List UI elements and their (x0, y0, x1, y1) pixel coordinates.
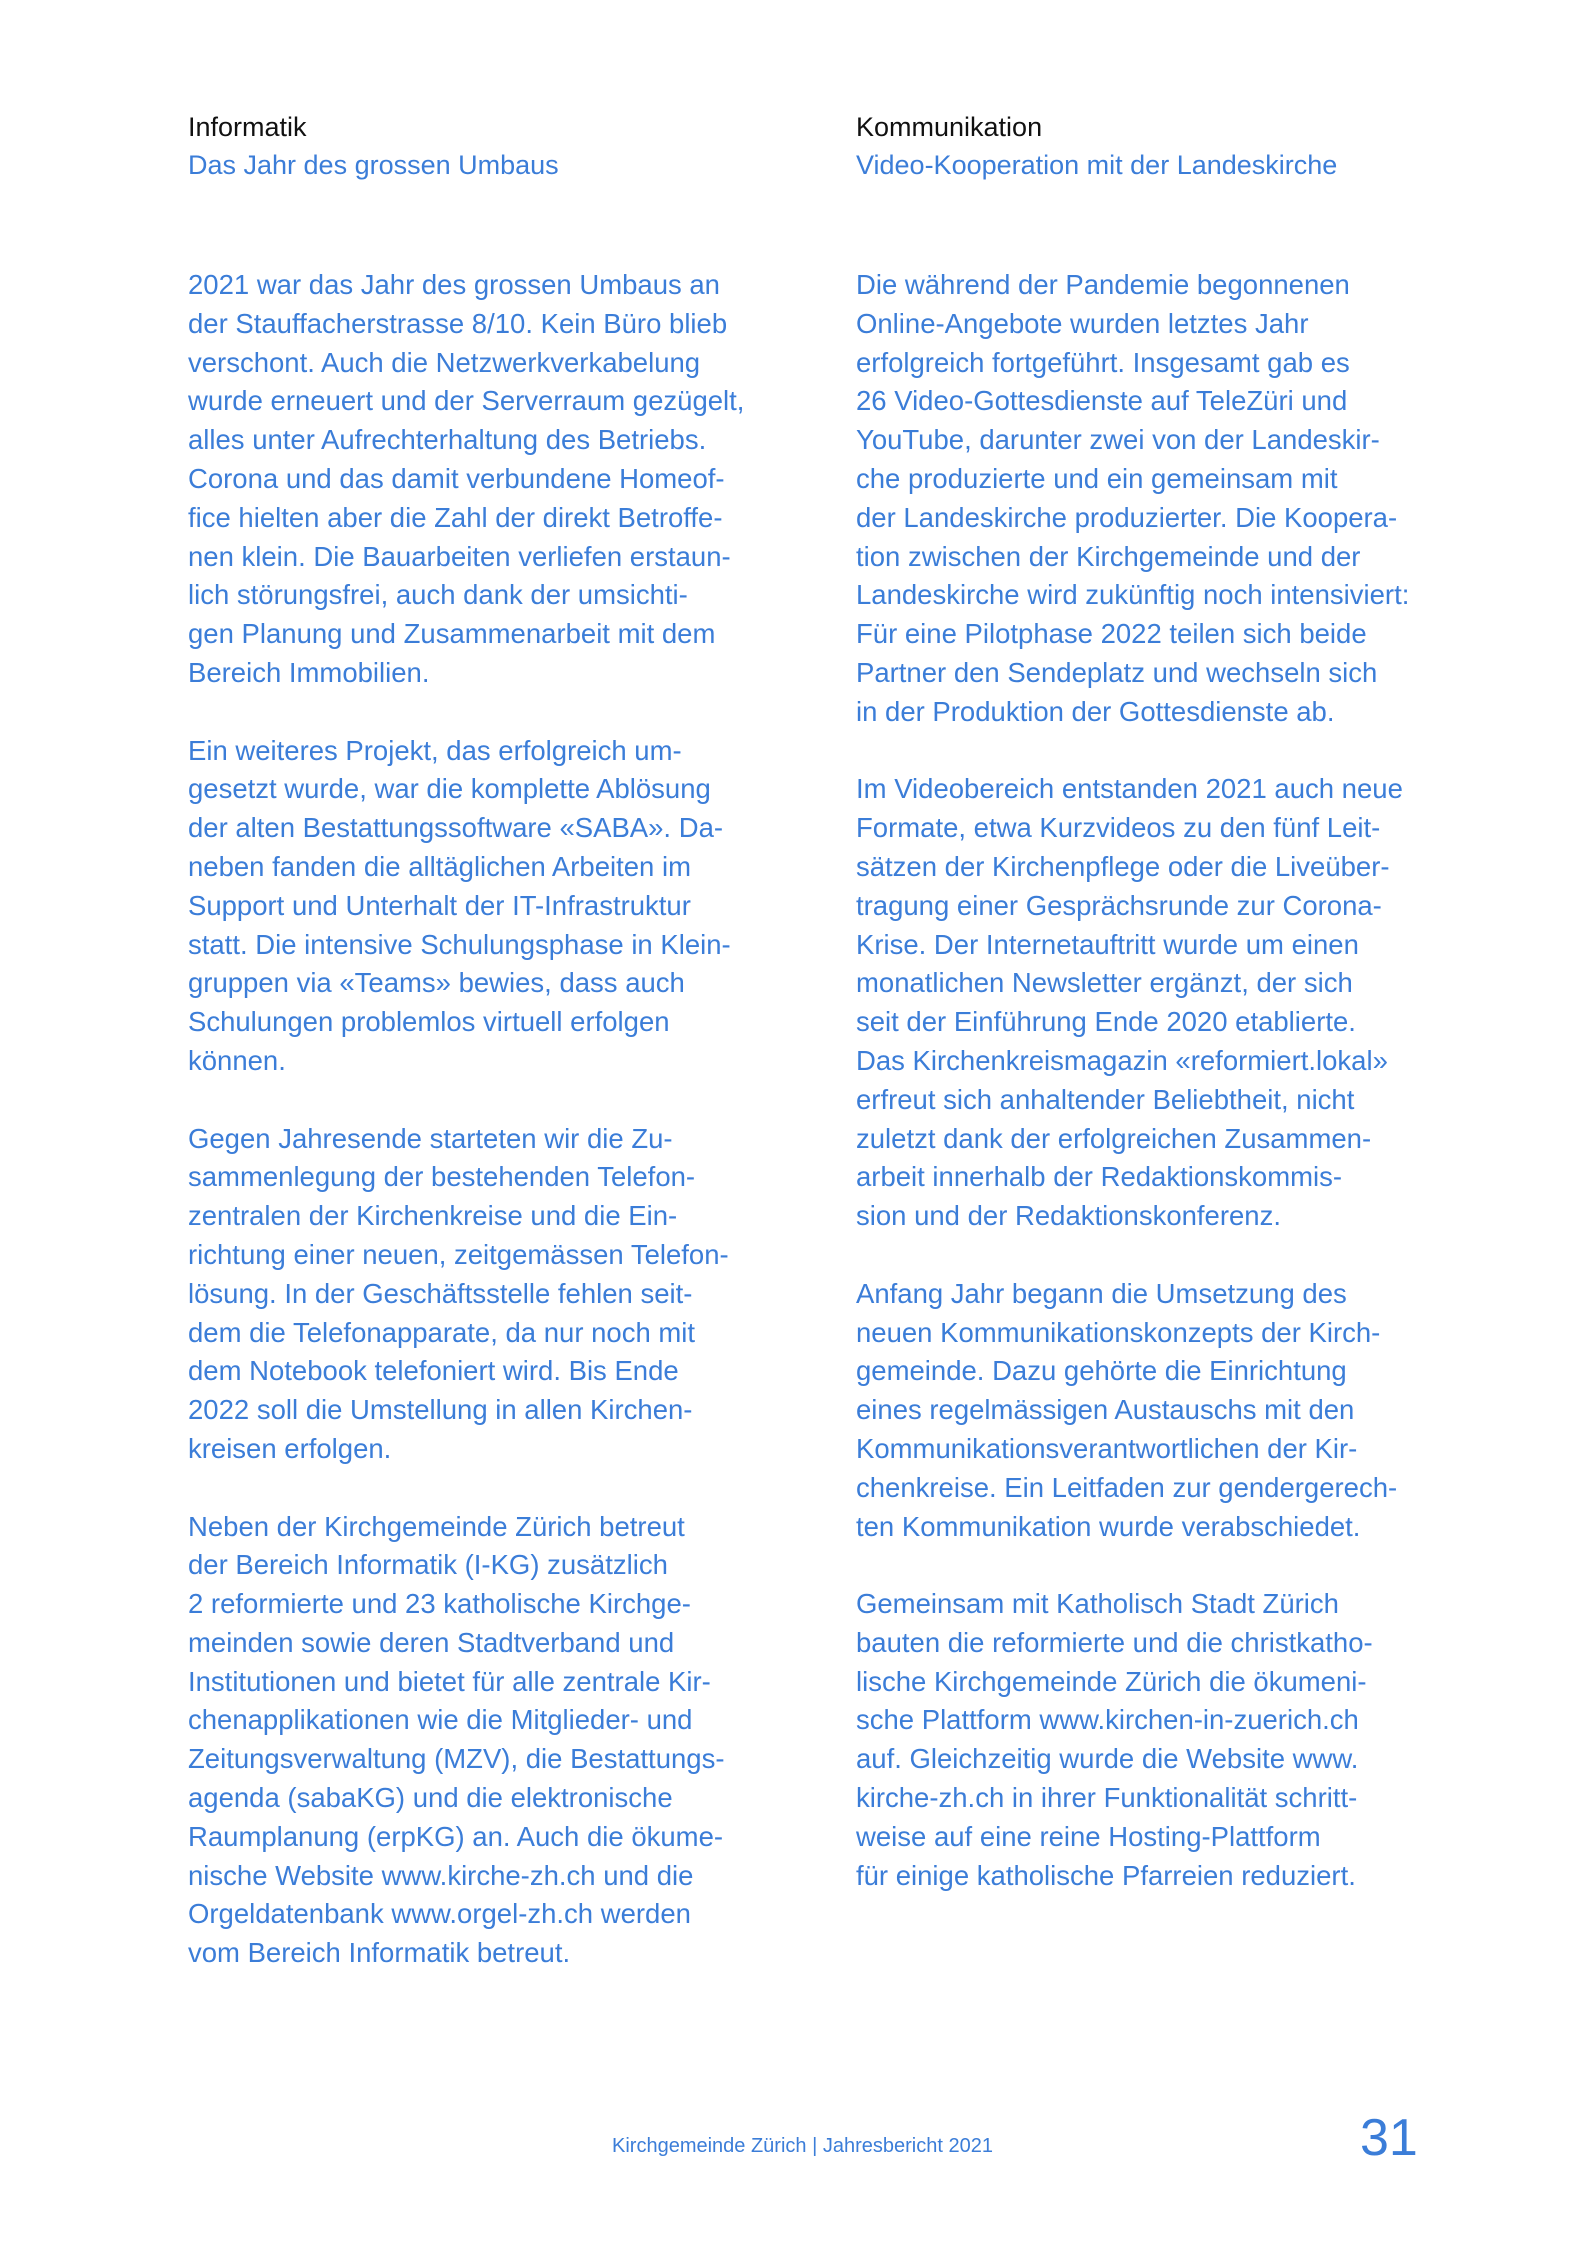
text-line: ten Kommunikation wurde verabschiedet. (856, 1510, 1361, 1542)
text-line: Partner den Sendeplatz und wechseln sich (856, 656, 1378, 688)
text-line: sion und der Redaktionskonferenz. (856, 1200, 1281, 1232)
text-line: auf. Gleichzeitig wurde die Website www. (856, 1743, 1359, 1775)
text-line: kreisen erfolgen. (188, 1432, 392, 1464)
text-line: Raumplanung (erpKG) an. Auch die ökume- (188, 1820, 724, 1852)
text-line: neuen Kommunikationskonzepts der Kirch- (856, 1316, 1381, 1348)
text-line: erfreut sich anhaltender Beliebtheit, nicht (856, 1083, 1355, 1115)
text-line: Zeitungsverwaltung (MZV), die Bestattungs- (188, 1743, 725, 1775)
informatik-column (188, 108, 828, 2012)
text-line: der Bereich Informatik (I-KG) zusätzlich (188, 1549, 668, 1581)
text-line: lich störungsfrei, auch dank der umsichti- (188, 579, 688, 611)
text-line: monatlichen Newsletter ergänzt, der sich (856, 967, 1353, 999)
text-line: Landeskirche wird zukünftig noch intensiviert: (856, 579, 1410, 611)
text-line: fice hielten aber die Zahl der direkt Betroffe- (188, 501, 723, 533)
text-line: Orgeldatenbank www.orgel-zh.ch werden (188, 1898, 691, 1930)
text-line: Kommunikationsverantwortlichen der Kir- (856, 1432, 1358, 1464)
section-subtitle: Das Jahr des grossen Umbaus (188, 150, 559, 180)
text-line: Online-Angebote wurden letztes Jahr (856, 307, 1309, 339)
paragraph (188, 266, 828, 693)
kommunikation-column (856, 108, 1506, 1934)
text-line: vom Bereich Informatik betreut. (188, 1937, 571, 1969)
paragraph (188, 1120, 828, 1469)
text-line: sätzen der Kirchenpflege oder die Liveüber- (856, 850, 1390, 882)
text-line: agenda (sabaKG) und die elektronische (188, 1782, 673, 1814)
text-line: neben fanden die alltäglichen Arbeiten im (188, 850, 692, 882)
text-line: der Stauffacherstrasse 8/10. Kein Büro blieb (188, 307, 728, 339)
paragraph (188, 732, 828, 1081)
text-line: verschont. Auch die Netzwerkverkabelung (188, 346, 701, 378)
text-line: Support und Unterhalt der IT-Infrastruktur (188, 889, 691, 921)
paragraph (856, 770, 1506, 1236)
text-line: gen Planung und Zusammenarbeit mit dem (188, 618, 716, 650)
text-line: Neben der Kirchgemeinde Zürich betreut (188, 1510, 685, 1542)
section-subtitle: Video-Kooperation mit der Landeskirche (856, 150, 1338, 180)
text-line: lische Kirchgemeinde Zürich die ökumeni- (856, 1665, 1367, 1697)
text-line: für einige katholische Pfarreien reduziert. (856, 1859, 1356, 1891)
text-line: arbeit innerhalb der Redaktionskommis- (856, 1161, 1343, 1193)
text-line: 2021 war das Jahr des grossen Umbaus an (188, 269, 720, 300)
text-line: nische Website www.kirche-zh.ch und die (188, 1859, 694, 1891)
text-line: Anfang Jahr begann die Umsetzung des (856, 1277, 1347, 1309)
text-line: gemeinde. Dazu gehörte die Einrichtung (856, 1355, 1347, 1387)
text-line: gesetzt wurde, war die komplette Ablösung (188, 773, 711, 805)
text-line: Corona und das damit verbundene Homeof- (188, 462, 725, 494)
text-line: 2022 soll die Umstellung in allen Kirchen- (188, 1394, 693, 1426)
text-line: zuletzt dank der erfolgreichen Zusammen- (856, 1122, 1372, 1154)
text-line: chenapplikationen wie die Mitglieder- und (188, 1704, 693, 1736)
text-line: sammenlegung der bestehenden Telefon- (188, 1161, 696, 1193)
text-line: YouTube, darunter zwei von der Landeskir- (856, 424, 1380, 456)
text-line: Das Kirchenkreismagazin «reformiert.lokal» (856, 1044, 1388, 1076)
text-line: che produzierte und ein gemeinsam mit (856, 462, 1338, 494)
text-line: tragung einer Gesprächsrunde zur Corona- (856, 889, 1382, 921)
text-line: kirche-zh.ch in ihrer Funktionalität schritt- (856, 1782, 1358, 1814)
text-line: Gemeinsam mit Katholisch Stadt Zürich (856, 1588, 1339, 1620)
text-line: eines regelmässigen Austauschs mit den (856, 1394, 1355, 1426)
footer-publication: Kirchgemeinde Zürich | Jahresbericht 2021 (612, 2135, 993, 2157)
text-line: erfolgreich fortgeführt. Insgesamt gab es (856, 346, 1350, 378)
text-line: Institutionen und bietet für alle zentrale Kir- (188, 1665, 711, 1697)
text-line: Bereich Immobilien. (188, 656, 430, 688)
text-line: der alten Bestattungssoftware «SABA». Da- (188, 812, 724, 844)
text-line: wurde erneuert und der Serverraum gezügelt, (188, 385, 745, 417)
column-body (856, 266, 1506, 1895)
text-line: meinden sowie deren Stadtverband und (188, 1626, 675, 1658)
text-line: alles unter Aufrechterhaltung des Betriebs. (188, 424, 707, 456)
text-line: können. (188, 1044, 286, 1076)
text-line: zentralen der Kirchenkreise und die Ein- (188, 1200, 678, 1232)
text-line: sche Plattform www.kirchen-in-zuerich.ch (856, 1704, 1359, 1736)
section-label: Informatik (188, 112, 307, 142)
text-line: Ein weiteres Projekt, das erfolgreich um- (188, 734, 682, 766)
text-line: nen klein. Die Bauarbeiten verliefen erstaun- (188, 540, 731, 572)
text-line: chenkreise. Ein Leitfaden zur gendergerech- (856, 1471, 1398, 1503)
text-line: bauten die reformierte und die christkatho- (856, 1626, 1373, 1658)
paragraph (188, 1508, 828, 1974)
text-line: Schulungen problemlos virtuell erfolgen (188, 1006, 670, 1038)
text-line: Im Videobereich entstanden 2021 auch neue (856, 773, 1403, 805)
text-line: weise auf eine reine Hosting-Plattform (856, 1820, 1321, 1852)
text-line: 2 reformierte und 23 katholische Kirchge- (188, 1588, 691, 1620)
text-line: dem Notebook telefoniert wird. Bis Ende (188, 1355, 679, 1387)
text-line: der Landeskirche produzierter. Die Koopera- (856, 501, 1398, 533)
text-line: statt. Die intensive Schulungsphase in Klein- (188, 928, 731, 960)
text-line: Krise. Der Internetauftritt wurde um einen (856, 928, 1359, 960)
page-number: 31 (1360, 2109, 1418, 2167)
paragraph (856, 1585, 1506, 1895)
text-line: dem die Telefonapparate, da nur noch mit (188, 1316, 696, 1348)
paragraph (856, 266, 1506, 732)
text-line: in der Produktion der Gottesdienste ab. (856, 695, 1335, 727)
text-line: 26 Video-Gottesdienste auf TeleZüri und (856, 385, 1348, 417)
text-line: richtung einer neuen, zeitgemässen Telefon- (188, 1238, 729, 1270)
text-line: gruppen via «Teams» bewies, dass auch (188, 967, 685, 999)
text-line: lösung. In der Geschäftsstelle fehlen seit- (188, 1277, 693, 1309)
text-line: seit der Einführung Ende 2020 etablierte. (856, 1006, 1356, 1038)
paragraph (856, 1275, 1506, 1547)
column-body (188, 266, 828, 1973)
text-line: tion zwischen der Kirchgemeinde und der (856, 540, 1361, 572)
text-line: Die während der Pandemie begonnenen (856, 269, 1350, 300)
text-line: Formate, etwa Kurzvideos zu den fünf Leit- (856, 812, 1381, 844)
section-label: Kommunikation (856, 112, 1043, 142)
text-line: Für eine Pilotphase 2022 teilen sich beide (856, 618, 1367, 650)
text-line: Gegen Jahresende starteten wir die Zu- (188, 1122, 673, 1154)
